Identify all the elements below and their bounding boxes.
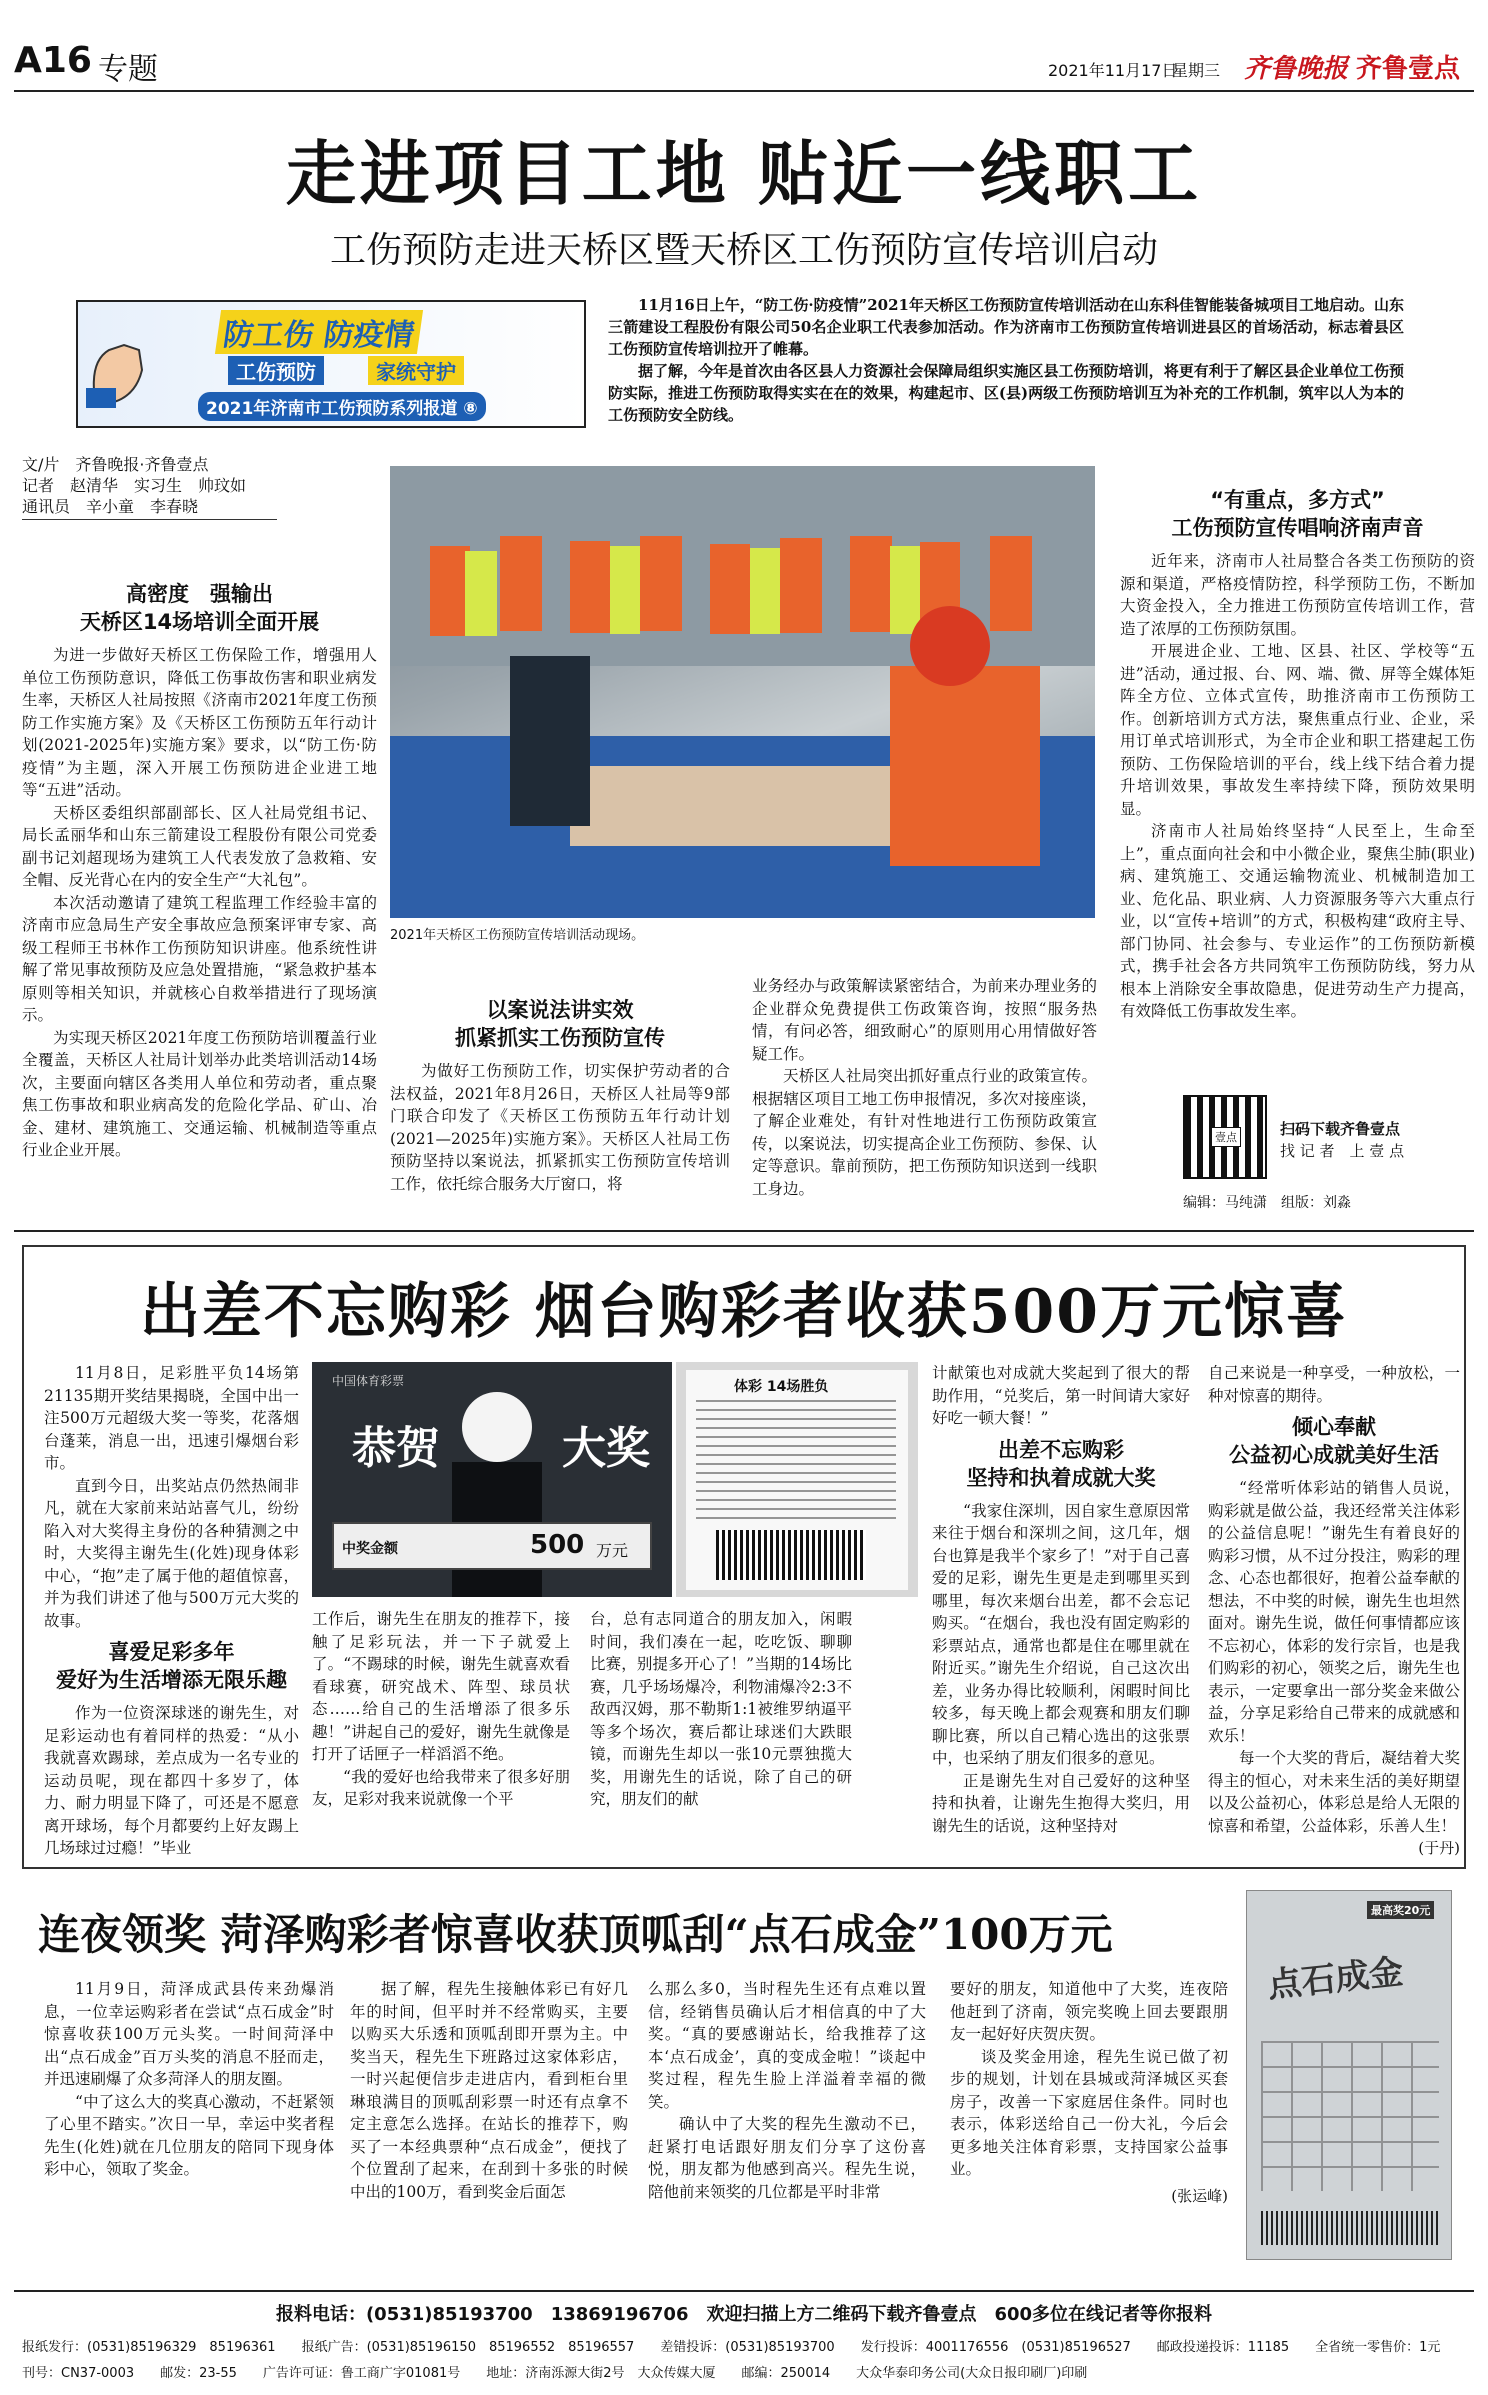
qr-code-label: 壹点 <box>1211 1127 1241 1147</box>
ticket-paper <box>686 1370 908 1590</box>
paragraph: 作为一位资深球迷的谢先生，对足彩运动也有着同样的热爱：“从小我就喜欢踢球，差点成为一名专业的运动员呢，现在都四十多岁了，体力、耐力明显下降了，可还是不愿意离开球场，每个月都要约上好友踢上几场球过过瘾！”毕业 <box>44 1704 299 1857</box>
credit-line: 通讯员 辛小童 李春晓 <box>22 496 277 520</box>
award-photo <box>312 1362 672 1597</box>
page-number: A16 <box>14 40 92 81</box>
editor-credit: 编辑：马纯潇 组版：刘淼 <box>1183 1195 1351 1211</box>
story1-col2 <box>390 990 730 1215</box>
story1-lead <box>608 294 1404 426</box>
subhead-line: 工伤预防宣传唱响济南声音 <box>1171 516 1424 540</box>
author-credit: (于丹) <box>1418 1839 1460 1857</box>
subhead-line: “有重点，多方式” <box>1210 488 1385 512</box>
subhead-line: 倾心奉献 <box>1292 1415 1376 1439</box>
amount-label: 中奖金额 <box>342 1541 398 1557</box>
hand-icon <box>84 320 154 410</box>
ticket-barcode <box>716 1530 866 1580</box>
subhead-line: 坚持和执着成就大奖 <box>966 1465 1156 1490</box>
paragraph: “中了这么大的奖真心激动，不赶紧领了心里不踏实。”次日一早，幸运中奖者程先生(化姓)就在几位朋友的陪同下现身体彩中心，领取了奖金。 <box>44 2092 334 2178</box>
training-photo <box>390 466 1095 918</box>
paragraph: 天桥区委组织部副部长、区人社局党组书记、局长孟丽华和山东三箭建设工程股份有限公司党委副书记刘超现场为建筑工人代表发放了急救箱、安全帽、反光背心在内的安全生产“大礼包”。 <box>22 803 377 889</box>
story3-col1 <box>44 1978 334 2268</box>
story2-col4 <box>932 1362 1190 1862</box>
story1-col1 <box>22 574 377 1214</box>
credit-line: 记者 赵清华 实习生 帅玟如 <box>22 476 247 495</box>
paragraph: 工作后，谢先生在朋友的推荐下，接触了足彩玩法，并一下子就爱上了。“不踢球的时候，谢先生就喜欢看看球赛，研究战术、阵型、球员状态……给自己的生活增添了很多乐趣！”讲起自己的爱好，谢先生就像是打开了话匣子一样滔滔不绝。 <box>312 1610 570 1763</box>
paragraph: 计献策也对成就大奖起到了很大的帮助作用，“兑奖后，第一时间请大家好好吃一顿大餐！” <box>932 1364 1190 1427</box>
photo-caption: 2021年天桥区工伤预防宣传培训活动现场。 <box>390 928 645 943</box>
story3-col4 <box>950 1978 1228 2268</box>
paragraph: 正是谢先生对自己爱好的这种坚持和执着，让谢先生抱得大奖归，用谢先生的话说，这种坚持对 <box>932 1771 1190 1835</box>
story2-headline: 出差不忘购彩 烟台购彩者收获500万元惊喜 <box>139 1277 1349 1347</box>
story1-credits <box>22 454 277 520</box>
story1-col3 <box>752 975 1097 1215</box>
ticket-title: 体彩 14场胜负 <box>734 1379 829 1395</box>
story3-headline: 连夜领奖 菏泽购彩者惊喜收获顶呱刮“点石成金”100万元 <box>38 1910 1113 1959</box>
paragraph: 开展进企业、工地、区县、社区、学校等“五进”活动，通过报、台、网、端、微、屏等全媒体矩阵全方位、立体式宣传，助推济南市工伤预防工作。创新培训方式方法，聚焦重点行业、企业，采用订单式培训形式，为全市企业和职工搭建起工伤预防、工伤保险培训的平台，线上线下结合着力提升培训效果，事故发生率持续下降，预防效果明显。 <box>1120 642 1475 818</box>
subhead-line: 公益初心成就美好生活 <box>1229 1443 1439 1467</box>
section-divider <box>14 1230 1474 1232</box>
subhead-line: 天桥区14场培训全面开展 <box>79 610 320 634</box>
paragraph: 天桥区人社局突出抓好重点行业的政策宣传。根据辖区项目工地工伤申报情况，多次对接座谈，了解企业难处，有针对性地进行工伤预防政策宣传，以案说法，切实提高企业工伤预防、参保、认定等意识。靠前预防，把工伤预防知识送到一线职工身边。 <box>752 1067 1097 1198</box>
page-header <box>0 0 1488 88</box>
col4-subhead <box>932 1436 1190 1492</box>
paragraph: 谈及奖金用途，程先生说已做了初步的规划，计划在县城或菏泽城区买套房子，改善一下家庭居住条件。同时也表示，体彩送给自己一份大礼，今后会更多地关注体育彩票，支持国家公益事业。 <box>950 2047 1228 2178</box>
series-banner <box>76 300 586 428</box>
story3-col3 <box>648 1978 926 2268</box>
award-text-congrats: 恭贺 <box>352 1423 440 1474</box>
ticket-lines <box>696 1400 896 1520</box>
banner-tag2: 家统守护 <box>368 356 464 385</box>
issue-date: 2021年11月17日 <box>1048 61 1178 80</box>
lottery-brand: 中国体育彩票 <box>332 1374 405 1388</box>
paragraph: 为做好工伤预防工作，切实保护劳动者的合法权益，2021年8月26日，天桥区人社局等9部门联合印发了《天桥区工伤预防五年行动计划(2021—2025年)实施方案》。天桥区人社局工伤预防坚持以案说法，抓紧抓实工伤预防宣传培训工作，依托综合服务大厅窗口，将 <box>390 1062 730 1193</box>
subhead-line: 抓紧抓实工伤预防宣传 <box>455 1026 665 1050</box>
prize-board <box>332 1522 652 1570</box>
qr-caption-line: 扫码下载齐鲁壹点 <box>1280 1120 1401 1138</box>
banner-series: 2021年济南市工伤预防系列报道 ⑧ <box>198 392 486 421</box>
banner-title: 防工伤 防疫情 <box>215 310 424 354</box>
lead-paragraph: 11月16日上午，“防工伤·防疫情”2021年天桥区工伤预防宣传培训活动在山东科佳智能装备城项目工地启动。山东三箭建设工程股份有限公司50名企业职工代表参加活动。作为济南市工伤预防宣传培训进县区的首场活动，标志着县区工伤预防宣传培训拉开了帷幕。 <box>608 296 1404 358</box>
subhead-line: 喜爱足彩多年 <box>108 1640 235 1664</box>
story1-subhead: 工伤预防走进天桥区暨天桥区工伤预防宣传培训启动 <box>329 230 1158 271</box>
paragraph: 济南市人社局始终坚持“人民至上，生命至上”，重点面向社会和中小微企业，聚焦尘肺(职业)病、建筑施工、交通运输物流业、机械制造加工业、危化品、职业病、人力资源服务等六大重点行业，以“宣传+培训”的方式，积极构建“政府主导、部门协同、社会参与、专业运作”的工伤预防新模式，携手社会各方共同筑牢工伤预防防线，努力从根本上消除安全事故隐患，促进劳动生产力提高，有效降低工伤事故发生率。 <box>1120 822 1475 1020</box>
brand-logo-wanbao: 齐鲁晚报 <box>1244 54 1349 84</box>
banner-tag1: 工伤预防 <box>228 356 324 385</box>
paragraph: 每一个大奖的背后，凝结着大奖得主的恒心，对未来生活的美好期望以及公益初心，体彩总是给人无限的惊喜和希望，公益体彩，乐善人生！ <box>1208 1749 1460 1835</box>
author-credit: (张运峰) <box>1171 2186 1228 2205</box>
story2-col5 <box>1208 1362 1460 1862</box>
qr-code[interactable] <box>1183 1095 1267 1179</box>
paragraph: 业务经办与政策解读紧密结合，为前来办理业务的企业群众免费提供工伤政策咨询，按照“服务热情，有问必答，细致耐心”的原则用心用情做好答疑工作。 <box>752 977 1097 1063</box>
credit-line: 文/片 齐鲁晚报·齐鲁壹点 <box>22 455 209 474</box>
paragraph: 近年来，济南市人社局整合各类工伤预防的资源和渠道，严格疫情防控，科学预防工伤，不断加大资金投入，全力推进工伤预防宣传培训工作，营造了浓厚的工伤预防氛围。 <box>1120 552 1475 638</box>
story1-col4 <box>1120 480 1475 1120</box>
brand-logo-yidian: 齐鲁壹点 <box>1356 54 1461 84</box>
col2-subhead <box>390 996 730 1052</box>
subhead-line: 出差不忘购彩 <box>998 1437 1124 1462</box>
mascot-icon <box>462 1392 532 1462</box>
story2-col2 <box>312 1608 570 1863</box>
story1-headline: 走进项目工地 贴近一线职工 <box>285 132 1203 215</box>
footer-rule <box>14 2290 1474 2292</box>
paragraph: 确认中了大奖的程先生激动不已，赶紧打电话跟好朋友们分享了这份喜悦，朋友都为他感到高兴。程先生说，陪他前来领奖的几位都是平时非常 <box>648 2115 926 2201</box>
ticket-photo <box>676 1362 918 1597</box>
ticket-barcode <box>1261 2211 1439 2245</box>
paragraph: “我家住深圳，因自家生意原因常来往于烟台和深圳之间，这几年，烟台也算是我半个家乡了！”对于自己喜爱的足彩，谢先生更是走到哪里买到哪里，每次来烟台出差，都不会忘记购买。“在烟台，我也没有固定购彩的彩票站点，通常也都是住在哪里就在附近买。”谢先生介绍说，自己这次出差，业务办得比较顺利，闲暇时间比较多，每天晚上都会观赛和朋友们聊聊比赛，所以自己精心选出的这张票中，也采纳了朋友们很多的意见。 <box>932 1501 1190 1767</box>
paragraph: 11月8日，足彩胜平负14场第21135期开奖结果揭晓，全国中出一注500万元超级大奖一等奖，花落烟台蓬莱，消息一出，迅速引爆烟台彩市。 <box>44 1364 299 1472</box>
award-text-prize: 大奖 <box>562 1423 650 1474</box>
header-rule <box>14 90 1474 92</box>
paragraph: 本次活动邀请了建筑工程监理工作经验丰富的济南市应急局生产安全事故应急预案评审专家、高级工程师王书林作工伤预防知识讲座。他系统性讲解了常见事故预防及应急处置措施，“紧急救护基本原则等相关知识，并就核心自救举措进行了现场演示。 <box>22 893 377 1024</box>
weekday: 星期三 <box>1172 61 1221 80</box>
subhead-line: 以案说法讲实效 <box>486 998 634 1022</box>
paragraph: 11月9日，菏泽成武县传来劲爆消息，一位幸运购彩者在尝试“点石成金”时惊喜收获100万元头奖。一时间菏泽中出“点石成金”百万头奖的消息不胫而走，并迅速刷爆了众多菏泽人的朋友圈。 <box>44 1980 334 2088</box>
paragraph: “我的爱好也给我带来了很多好朋友，足彩对我来说就像一个平 <box>312 1767 570 1808</box>
col5-subhead <box>1208 1413 1460 1469</box>
paragraph: 直到今日，出奖站点仍然热闹非凡，就在大家前来站站喜气儿，纷纷陷入对大奖得主身份的各种猜测之中时，大奖得主谢先生(化姓)现身体彩中心，“抱”走了属于他的超值惊喜，并为我们讲述了他与500万元大奖的故事。 <box>44 1476 299 1630</box>
lead-paragraph: 据了解，今年是首次由各区县人力资源社会保障局组织实施区县工伤预防培训，将更有利于了解区县企业单位工伤预防实际，推进工伤预防取得实实在在的效果，构建起市、区(县)两级工伤预防培训互为补充的工作机制，筑牢以人为本的工伤预防安全防线。 <box>608 362 1404 424</box>
col1-subhead <box>44 1638 299 1694</box>
paragraph: 台，总有志同道合的朋友加入，闲暇时间，我们凑在一起，吃吃饭、聊聊比赛，别提多开心了！”当期的14场比赛，几乎场场爆冷，利物浦爆冷2:3不敌西汉姆，那不勒斯1:1被维罗纳逼平等多个场次，赛后都让球迷们大跌眼镜，而谢先生却以一张10元票独揽大奖，用谢先生的话说，除了自己的研究，朋友们的献 <box>590 1610 852 1808</box>
story3-col2 <box>350 1978 628 2268</box>
amount-value: 500 <box>530 1530 585 1560</box>
amount-unit: 万元 <box>596 1541 629 1560</box>
paragraph: 自己来说是一种享受，一种放松，一种对惊喜的期待。 <box>1208 1364 1460 1405</box>
ticket-game-name: 点石成金 <box>1265 1951 1406 2006</box>
qr-caption-line: 找 记 者 上 壹 点 <box>1280 1142 1405 1160</box>
col4-subhead <box>1120 486 1475 542</box>
story2-col3 <box>590 1608 852 1863</box>
ticket-number-grid <box>1261 2041 1439 2191</box>
ticket-top-label: 最高奖20元 <box>1367 1901 1434 1919</box>
footer-contacts: 报纸发行：(0531)85196329 85196361 报纸广告：(0531)85196150 85196552 85196557 差错投诉：(0531)85193700 发行投诉：4001176556 (0531)85196527 邮政投递投诉：11185 全省统一零售价：1元 <box>22 2340 1441 2355</box>
scratch-ticket <box>1246 1890 1452 2260</box>
footer-hotline: 报料电话：(0531)85193700 13869196706 欢迎扫描上方二维码下载齐鲁壹点 600多位在线记者等你报料 <box>275 2304 1213 2325</box>
paragraph: “经常听体彩站的销售人员说，购彩就是做公益，我还经常关注体彩的公益信息呢！”谢先生有着良好的购彩习惯，从不过分投注，购彩的理念、心态也都很好，抱着公益奉献的想法，不中奖的时候，谢先生也坦然面对。谢先生说，做任何事情都应该不忘初心，体彩的发行宗旨，也是我们购彩的初心，领奖之后，谢先生也表示，一定要拿出一部分奖金来做公益，分享足彩给自己带来的成就感和欢乐！ <box>1208 1479 1460 1745</box>
paragraph: 要好的朋友，知道他中了大奖，连夜陪他赶到了济南，领完奖晚上回去要跟朋友一起好好庆贺庆贺。 <box>950 1980 1228 2043</box>
section-name: 专题 <box>98 52 158 87</box>
subhead-line: 爱好为生活增添无限乐趣 <box>56 1668 287 1692</box>
qr-caption <box>1280 1118 1404 1162</box>
subhead-line: 高密度 强输出 <box>126 582 273 606</box>
col1-subhead <box>22 580 377 636</box>
paragraph: 为实现天桥区2021年度工伤预防培训覆盖行业全覆盖，天桥区人社局计划举办此类培训活动14场次，主要面向辖区各类用人单位和劳动者，重点聚焦工伤事故和职业病高发的危险化学品、矿山、冶金、建材、建筑施工、交通运输、机械制造等重点行业企业开展。 <box>22 1028 377 1159</box>
paragraph: 为进一步做好天桥区工伤保险工作，增强用人单位工伤预防意识，降低工伤事故伤害和职业病发生率，天桥区人社局按照《济南市2021年度工伤预防工作实施方案》及《天桥区工伤预防五年行动计划(2021-2025年)实施方案》要求，以“防工伤·防疫情”为主题，深入开展工伤预防进企业进工地等“五进”活动。 <box>22 646 377 799</box>
training-scene-illustration <box>390 466 1095 918</box>
footer-imprint: 刊号：CN37-0003 邮发：23-55 广告许可证：鲁工商广字01081号 地址：济南泺源大街2号 大众传媒大厦 邮编：250014 大众华泰印务公司(大众日报印刷厂)印刷 <box>22 2366 1088 2381</box>
story2-col1 <box>44 1362 299 1862</box>
paragraph: 据了解，程先生接触体彩已有好几年的时间，但平时并不经常购买，主要以购买大乐透和顶呱刮即开票为主。中奖当天，程先生下班路过这家体彩店，一时兴起便信步走进店内，看到柜台里琳琅满目的顶呱刮彩票一时还有点拿不定主意怎么选择。在站长的推荐下，购买了一本经典票种“点石成金”，便找了个位置刮了起来，在刮到十多张的时候中出的100万，看到奖金后面怎 <box>350 1980 628 2201</box>
paragraph: 么那么多0，当时程先生还有点难以置信，经销售员确认后才相信真的中了大奖。“真的要感谢站长，给我推荐了这本‘点石成金’，真的变成金啦！”谈起中奖过程，程先生脸上洋溢着幸福的微笑。 <box>648 1980 926 2111</box>
